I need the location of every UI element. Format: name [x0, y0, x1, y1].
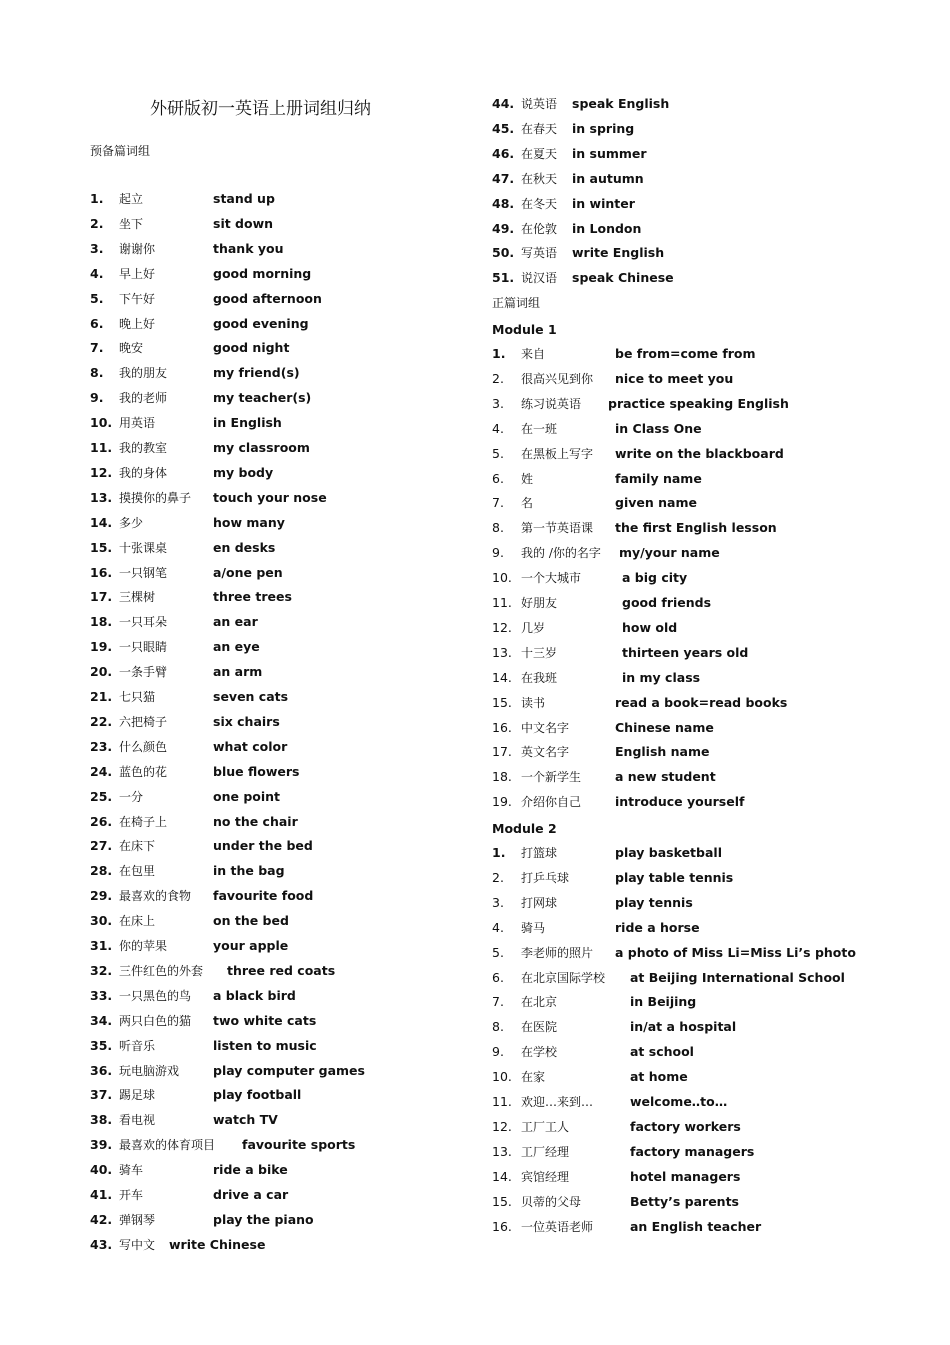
item-chinese: 欢迎…来到… — [521, 1095, 594, 1109]
item-english: in the bag — [213, 863, 285, 878]
item-english: read a book=read books — [615, 695, 788, 710]
item-number: 1. — [90, 191, 104, 206]
item-number: 37. — [90, 1087, 113, 1102]
item-chinese: 在冬天 — [521, 197, 558, 211]
item-number: 6. — [90, 316, 104, 331]
item-english: hotel managers — [630, 1169, 741, 1184]
item-number: 3. — [90, 241, 104, 256]
item-english: three red coats — [227, 963, 336, 978]
item-chinese: 说汉语 — [521, 271, 558, 285]
item-number: 14. — [90, 515, 113, 530]
item-chinese: 踢足球 — [119, 1088, 156, 1102]
item-english: blue flowers — [213, 764, 300, 779]
item-number: 12. — [90, 465, 113, 480]
item-number: 51. — [492, 270, 515, 285]
item-english: how old — [622, 620, 678, 635]
item-english: good evening — [213, 316, 309, 331]
item-number: 40. — [90, 1162, 113, 1177]
item-english: speak English — [572, 96, 670, 111]
item-chinese: 名 — [521, 496, 534, 510]
item-chinese: 好朋友 — [521, 596, 558, 610]
item-chinese: 第一节英语课 — [521, 521, 594, 535]
item-english: favourite sports — [242, 1137, 356, 1152]
item-english: drive a car — [213, 1187, 289, 1202]
item-number: 9. — [492, 545, 504, 560]
item-chinese: 一分 — [119, 790, 144, 804]
item-english: at Beijing International School — [630, 970, 845, 985]
item-english: introduce yourself — [615, 794, 745, 809]
item-chinese: 下午好 — [119, 292, 156, 306]
item-number: 50. — [492, 245, 515, 260]
item-chinese: 一位英语老师 — [521, 1220, 594, 1234]
item-english: en desks — [213, 540, 276, 555]
item-english: play basketball — [615, 845, 722, 860]
item-chinese: 在夏天 — [521, 147, 558, 161]
item-chinese: 你的苹果 — [119, 939, 168, 953]
item-english: thirteen years old — [622, 645, 749, 660]
item-number: 2. — [90, 216, 104, 231]
item-english: play computer games — [213, 1063, 365, 1078]
item-chinese: 练习说英语 — [521, 397, 582, 411]
item-english: speak Chinese — [572, 270, 674, 285]
item-chinese: 我的朋友 — [119, 366, 168, 380]
item-english: family name — [615, 471, 702, 486]
item-chinese: 最喜欢的体育项目 — [119, 1138, 216, 1152]
item-number: 20. — [90, 664, 113, 679]
item-number: 16. — [492, 720, 512, 735]
item-english: play football — [213, 1087, 302, 1102]
item-chinese: 工厂工人 — [521, 1120, 570, 1134]
item-chinese: 起立 — [119, 192, 144, 206]
item-english: an ear — [213, 614, 258, 629]
item-english: English name — [615, 744, 710, 759]
item-number: 32. — [90, 963, 113, 978]
item-number: 6. — [492, 471, 504, 486]
item-number: 7. — [90, 340, 104, 355]
item-number: 45. — [492, 121, 515, 136]
item-number: 49. — [492, 221, 515, 236]
item-number: 18. — [492, 769, 512, 784]
item-chinese: 在春天 — [521, 122, 558, 136]
item-english: seven cats — [213, 689, 289, 704]
item-chinese: 用英语 — [119, 416, 156, 430]
item-english: listen to music — [213, 1038, 317, 1053]
item-english: Betty’s parents — [630, 1194, 739, 1209]
item-chinese: 三棵树 — [119, 590, 156, 604]
item-number: 5. — [90, 291, 104, 306]
item-chinese: 中文名字 — [521, 721, 570, 735]
item-chinese: 在北京 — [521, 995, 558, 1009]
item-chinese: 来自 — [521, 347, 546, 361]
item-chinese: 打网球 — [521, 896, 558, 910]
item-chinese: 我的 /你的名字 — [521, 546, 601, 560]
item-number: 38. — [90, 1112, 113, 1127]
item-english: a new student — [615, 769, 716, 784]
item-chinese: 介绍你自己 — [521, 795, 582, 809]
item-chinese: 在床上 — [119, 914, 156, 928]
item-chinese: 在我班 — [521, 671, 558, 685]
item-number: 13. — [492, 1144, 512, 1159]
item-chinese: 贝蒂的父母 — [521, 1195, 582, 1209]
item-number: 4. — [90, 266, 104, 281]
item-english: in/at a hospital — [630, 1019, 737, 1034]
item-number: 11. — [90, 440, 113, 455]
item-chinese: 打乒乓球 — [521, 871, 570, 885]
item-english: my body — [213, 465, 274, 480]
item-number: 9. — [492, 1044, 504, 1059]
item-chinese: 骑马 — [521, 921, 546, 935]
item-number: 30. — [90, 913, 113, 928]
item-english: an English teacher — [630, 1219, 762, 1234]
item-english: what color — [213, 739, 288, 754]
item-chinese: 蓝色的花 — [119, 765, 168, 779]
item-chinese: 李老师的照片 — [521, 946, 594, 960]
item-chinese: 骑车 — [119, 1163, 144, 1177]
item-english: stand up — [213, 191, 275, 206]
item-chinese: 最喜欢的食物 — [119, 889, 192, 903]
item-number: 12. — [492, 620, 512, 635]
item-chinese: 在秋天 — [521, 172, 558, 186]
item-number: 1. — [492, 346, 506, 361]
item-number: 34. — [90, 1013, 113, 1028]
item-number: 22. — [90, 714, 113, 729]
item-number: 8. — [492, 520, 504, 535]
item-english: thank you — [213, 241, 284, 256]
item-english: practice speaking English — [608, 396, 789, 411]
item-number: 13. — [492, 645, 512, 660]
item-english: play table tennis — [615, 870, 734, 885]
item-chinese: 两只白色的猫 — [119, 1014, 192, 1028]
item-chinese: 我的老师 — [119, 391, 168, 405]
item-english: in my class — [622, 670, 701, 685]
item-english: factory managers — [630, 1144, 755, 1159]
item-chinese: 姓 — [521, 472, 534, 486]
item-english: good night — [213, 340, 290, 355]
item-number: 7. — [492, 495, 504, 510]
item-english: one point — [213, 789, 281, 804]
item-chinese: 在北京国际学校 — [521, 971, 606, 985]
item-number: 15. — [492, 1194, 512, 1209]
item-number: 29. — [90, 888, 113, 903]
item-chinese: 在医院 — [521, 1020, 558, 1034]
item-chinese: 弹钢琴 — [119, 1213, 156, 1227]
item-english: nice to meet you — [615, 371, 734, 386]
item-number: 47. — [492, 171, 515, 186]
item-chinese: 晚安 — [119, 341, 144, 355]
item-number: 41. — [90, 1187, 113, 1202]
item-chinese: 七只猫 — [119, 690, 156, 704]
item-chinese: 说英语 — [521, 97, 558, 111]
page-title: 外研版初一英语上册词组归纳 — [150, 99, 371, 119]
item-english: at school — [630, 1044, 694, 1059]
item-chinese: 在学校 — [521, 1045, 558, 1059]
item-chinese: 宾馆经理 — [521, 1170, 570, 1184]
item-chinese: 我的教室 — [119, 441, 168, 455]
item-english: play tennis — [615, 895, 693, 910]
item-english: factory workers — [630, 1119, 741, 1134]
item-number: 10. — [90, 415, 113, 430]
item-number: 46. — [492, 146, 515, 161]
item-chinese: 开车 — [119, 1188, 144, 1202]
item-english: touch your nose — [213, 490, 327, 505]
item-number: 27. — [90, 838, 113, 853]
item-chinese: 一个新学生 — [521, 770, 582, 784]
item-number: 39. — [90, 1137, 113, 1152]
item-english: a black bird — [213, 988, 296, 1003]
item-number: 23. — [90, 739, 113, 754]
item-number: 4. — [492, 421, 504, 436]
item-number: 14. — [492, 670, 512, 685]
item-chinese: 看电视 — [119, 1113, 156, 1127]
item-chinese: 在包里 — [119, 864, 156, 878]
item-number: 6. — [492, 970, 504, 985]
item-chinese: 我的身体 — [119, 466, 168, 480]
item-number: 24. — [90, 764, 113, 779]
item-chinese: 一条手臂 — [119, 665, 168, 679]
item-english: how many — [213, 515, 285, 530]
item-english: in Beijing — [630, 994, 697, 1009]
item-english: under the bed — [213, 838, 313, 853]
item-number: 11. — [492, 1094, 512, 1109]
item-english: Chinese name — [615, 720, 714, 735]
module-1-heading: Module 1 — [492, 322, 557, 337]
section-heading-prep: 预备篇词组 — [90, 144, 151, 158]
item-number: 16. — [492, 1219, 512, 1234]
item-number: 12. — [492, 1119, 512, 1134]
item-number: 2. — [492, 870, 504, 885]
item-number: 26. — [90, 814, 113, 829]
item-number: 15. — [492, 695, 512, 710]
item-english: at home — [630, 1069, 688, 1084]
item-english: my teacher(s) — [213, 390, 312, 405]
item-chinese: 坐下 — [119, 217, 144, 231]
item-chinese: 谢谢你 — [119, 242, 156, 256]
item-chinese: 打篮球 — [521, 846, 558, 860]
item-chinese: 很高兴见到你 — [521, 372, 594, 386]
item-number: 2. — [492, 371, 504, 386]
item-english: write Chinese — [169, 1237, 266, 1252]
item-english: three trees — [213, 589, 292, 604]
item-english: good morning — [213, 266, 312, 281]
item-english: play the piano — [213, 1212, 314, 1227]
item-number: 19. — [492, 794, 512, 809]
item-english: favourite food — [213, 888, 314, 903]
item-chinese: 英文名字 — [521, 745, 570, 759]
item-chinese: 六把椅子 — [119, 715, 168, 729]
item-english: your apple — [213, 938, 289, 953]
item-chinese: 在椅子上 — [119, 815, 168, 829]
item-number: 8. — [90, 365, 104, 380]
item-english: the first English lesson — [615, 520, 777, 535]
item-chinese: 一只耳朵 — [119, 615, 168, 629]
item-english: good afternoon — [213, 291, 322, 306]
item-english: ride a bike — [213, 1162, 288, 1177]
item-number: 44. — [492, 96, 515, 111]
item-number: 33. — [90, 988, 113, 1003]
item-number: 5. — [492, 945, 504, 960]
item-number: 13. — [90, 490, 113, 505]
item-number: 10. — [492, 570, 512, 585]
item-number: 7. — [492, 994, 504, 1009]
item-chinese: 十张课桌 — [119, 541, 168, 555]
module-2-heading: Module 2 — [492, 821, 557, 836]
item-english: in English — [213, 415, 282, 430]
item-english: given name — [615, 495, 697, 510]
item-chinese: 听音乐 — [119, 1039, 156, 1053]
item-number: 21. — [90, 689, 113, 704]
item-number: 15. — [90, 540, 113, 555]
item-english: an eye — [213, 639, 260, 654]
item-chinese: 一只黑色的鸟 — [119, 989, 192, 1003]
item-chinese: 在家 — [521, 1070, 546, 1084]
item-number: 42. — [90, 1212, 113, 1227]
item-chinese: 摸摸你的鼻子 — [119, 491, 192, 505]
item-number: 28. — [90, 863, 113, 878]
item-number: 8. — [492, 1019, 504, 1034]
item-chinese: 在黑板上写字 — [521, 447, 594, 461]
item-chinese: 几岁 — [521, 621, 546, 635]
item-number: 31. — [90, 938, 113, 953]
item-number: 14. — [492, 1169, 512, 1184]
item-number: 16. — [90, 565, 113, 580]
item-english: six chairs — [213, 714, 280, 729]
item-number: 35. — [90, 1038, 113, 1053]
item-english: welcome‥to… — [630, 1094, 728, 1109]
item-chinese: 工厂经理 — [521, 1145, 570, 1159]
item-chinese: 早上好 — [119, 267, 156, 281]
item-number: 17. — [90, 589, 113, 604]
item-english: my/your name — [619, 545, 720, 560]
item-english: sit down — [213, 216, 274, 231]
item-chinese: 什么颜色 — [119, 740, 168, 754]
item-english: write on the blackboard — [615, 446, 784, 461]
item-number: 25. — [90, 789, 113, 804]
item-chinese: 多少 — [119, 516, 144, 530]
item-english: write English — [572, 245, 665, 260]
item-chinese: 读书 — [521, 696, 546, 710]
item-chinese: 一只眼睛 — [119, 640, 168, 654]
item-english: in autumn — [572, 171, 644, 186]
item-chinese: 在伦敦 — [521, 222, 558, 236]
item-number: 18. — [90, 614, 113, 629]
item-english: ride a horse — [615, 920, 700, 935]
item-number: 17. — [492, 744, 512, 759]
item-english: good friends — [622, 595, 712, 610]
item-english: my friend(s) — [213, 365, 300, 380]
item-number: 10. — [492, 1069, 512, 1084]
item-number: 5. — [492, 446, 504, 461]
item-english: an arm — [213, 664, 263, 679]
item-english: two white cats — [213, 1013, 317, 1028]
item-english: in summer — [572, 146, 647, 161]
item-number: 4. — [492, 920, 504, 935]
item-chinese: 写英语 — [521, 246, 558, 260]
item-english: in winter — [572, 196, 635, 211]
item-english: in spring — [572, 121, 635, 136]
item-number: 43. — [90, 1237, 113, 1252]
item-english: in London — [572, 221, 642, 236]
item-english: no the chair — [213, 814, 298, 829]
item-chinese: 晚上好 — [119, 317, 156, 331]
item-number: 1. — [492, 845, 506, 860]
item-english: on the bed — [213, 913, 289, 928]
item-number: 3. — [492, 895, 504, 910]
item-chinese: 在床下 — [119, 839, 156, 853]
item-number: 9. — [90, 390, 104, 405]
item-chinese: 在一班 — [521, 422, 558, 436]
item-english: my classroom — [213, 440, 310, 455]
item-number: 19. — [90, 639, 113, 654]
item-chinese: 三件红色的外套 — [119, 964, 204, 978]
item-english: a photo of Miss Li=Miss Li’s photo — [615, 945, 856, 960]
section-heading-main: 正篇词组 — [492, 296, 541, 310]
item-chinese: 十三岁 — [521, 646, 558, 660]
item-chinese: 写中文 — [119, 1238, 156, 1252]
item-english: a/one pen — [213, 565, 283, 580]
item-number: 36. — [90, 1063, 113, 1078]
item-chinese: 玩电脑游戏 — [119, 1064, 180, 1078]
item-number: 11. — [492, 595, 512, 610]
item-chinese: 一个大城市 — [521, 571, 582, 585]
item-number: 48. — [492, 196, 515, 211]
item-chinese: 一只钢笔 — [119, 566, 168, 580]
item-english: be from=come from — [615, 346, 756, 361]
item-english: in Class One — [615, 421, 702, 436]
item-number: 3. — [492, 396, 504, 411]
item-english: a big city — [622, 570, 688, 585]
item-english: watch TV — [213, 1112, 278, 1127]
